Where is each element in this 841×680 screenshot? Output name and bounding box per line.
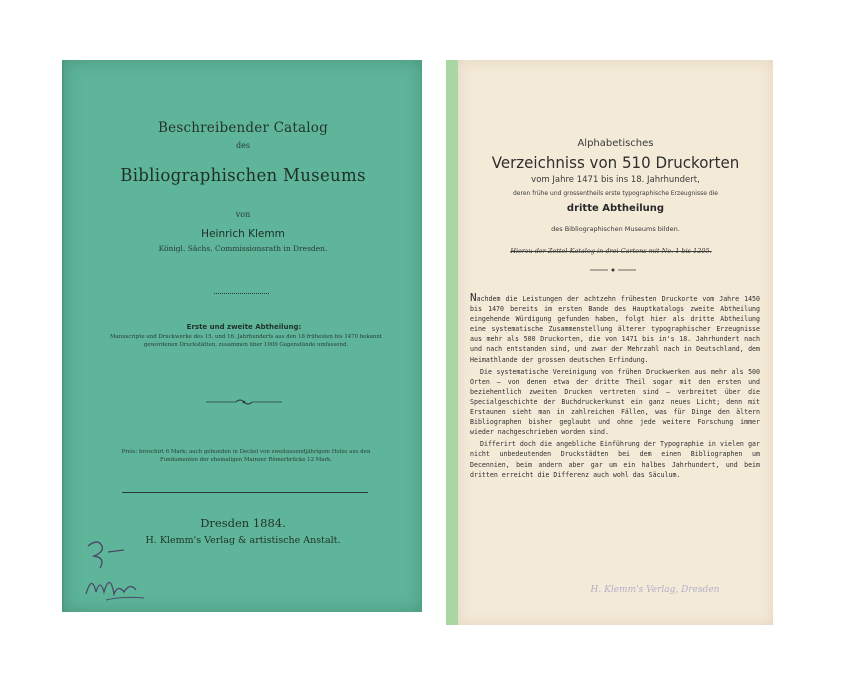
leaf-paragraph: Die systematische Vereinigung von frühen Druckwerken aus mehr als 500 Orten — von denen etwa der dritte Theil sogar mit den ersten und beziehentlich zweiten Drucken vertreten sind — verbreitet über die Specialgeschichte der Buchdruckerkunst ein ganz neues Licht; denn mit Erstaunen sieht man in zahlreichen Fällen, was für Dinge den ältern Bibliographen bisher geglaubt und ohne jede weitere Forschung immer wieder nachgeschrieben worden sind. <box>470 367 760 437</box>
leaf-heading-4: deren frühe und grossentheils erste typographische Erzeugnisse die <box>513 190 718 197</box>
cover-rule <box>122 492 368 493</box>
cover-divider <box>214 293 269 294</box>
handwritten-signature-icon <box>78 534 160 606</box>
catalog-leaf <box>446 60 773 625</box>
ornament-divider-icon <box>588 266 638 274</box>
stamp-mark: H. Klemm's Verlag, Dresden <box>590 585 720 595</box>
leaf-paragraph: Nachdem die Leistungen der achtzehn frühesten Druckorte vom Jahre 1450 bis 1470 bereits im ersten Bande des Hauptkatalogs zweite Abtheilung eingehende Würdigung gefunden haben, folgt hier als dritte Abtheilung eine systematische Zusammenstellung älterer typographischer Erzeugnisse aus mehr als 500 Druckorten, die von 1471 bis in's 18. Jahrhundert nach und nach entstanden sind, und zwar der Mehrzahl nach in Deutschland, dem Heimathlande der grossen deutschen Erfindung. <box>470 291 760 364</box>
cover-title-line1: Beschreibender Catalog <box>158 120 328 136</box>
cover-author-title: Königl. Sächs. Commissionsrath in Dresden. <box>158 244 328 253</box>
ornament-divider-icon <box>204 397 284 407</box>
cover-title-line4: von <box>235 210 251 219</box>
cover-publisher: H. Klemm's Verlag & artistische Anstalt. <box>145 535 341 546</box>
leaf-heading-3: vom Jahre 1471 bis ins 18. Jahrhundert, <box>531 175 700 185</box>
cover-title-line2: des <box>236 141 250 150</box>
leaf-heading-6: des Bibliographischen Museums bilden. <box>551 225 680 233</box>
cover-author: Heinrich Klemm <box>201 228 285 240</box>
leaf-struck-line: Hierzu der Zettel-Katalog in drei Cartons mit No. 1 bis 1205. <box>510 247 712 255</box>
catalog-cover <box>62 60 422 612</box>
cover-price: Preis: broschirt 6 Mark; auch gebunden in Deckel von zweitausendjährigem Holze aus den Fundamenten der ehemaligen Mainzer Römerbrücke 12 Mark. <box>121 449 371 463</box>
cover-city-year: Dresden 1884. <box>200 516 286 530</box>
leaf-body <box>470 293 760 482</box>
leaf-heading-5: dritte Abtheilung <box>566 203 665 214</box>
leaf-heading-1: Alphabetisches <box>577 138 654 149</box>
leaf-paragraph: Differirt doch die angebliche Einführung der Typographie in vielen gar nicht unbedeutenden Druckstädten bei dem einen Bibliographen um Decennien, beim andern aber gar um ein halbes Jahrhundert, und beim dritten erreicht die Differenz auch wohl das Säculum. <box>470 440 760 479</box>
leaf-heading-main: Verzeichniss von 510 Druckorten <box>491 153 740 172</box>
cover-section-text: Manuscripte und Druckwerke des 15. und 16. Jahrhunderts aus den 18 frühesten bis 1470 bekannt gewordenen Druckstätten, zusammen über 1000 Gegenstände umfassend. <box>109 334 382 349</box>
cover-title-main: Bibliographischen Museums <box>120 165 366 186</box>
cover-section-heading: Erste und zweite Abtheilung: <box>186 323 302 331</box>
